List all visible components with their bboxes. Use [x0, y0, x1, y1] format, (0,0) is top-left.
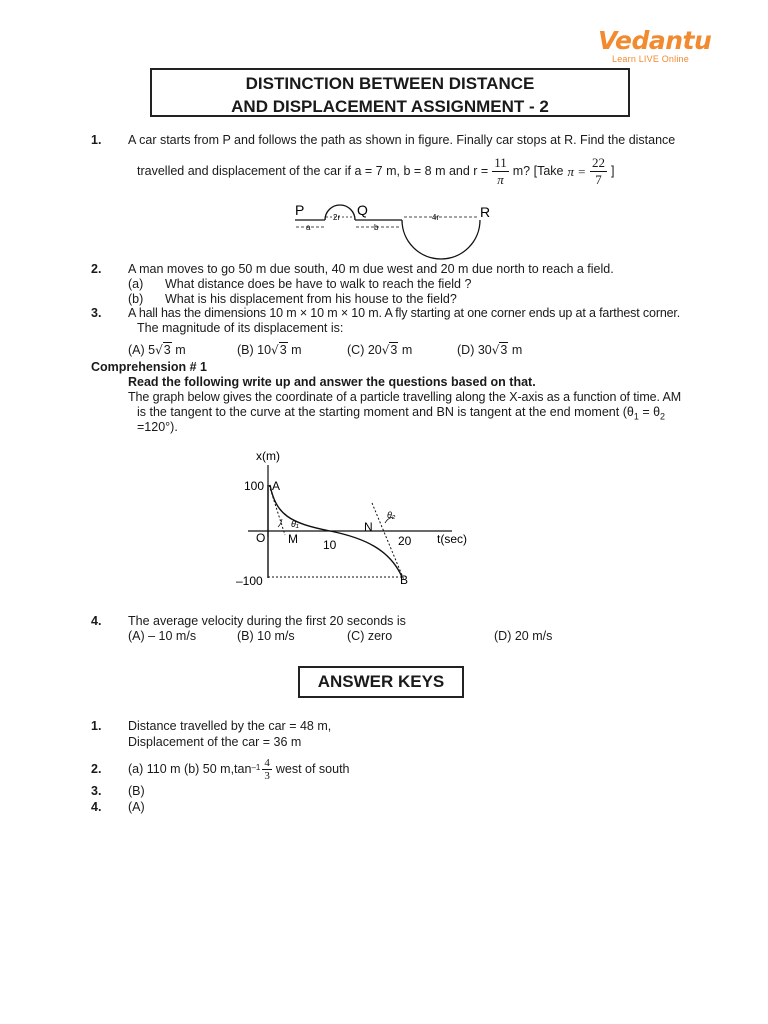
brand-logo: Vedantu [598, 26, 712, 55]
graph-tick-100: 100 [244, 479, 265, 493]
q1-line-2 [137, 153, 615, 189]
comp-line-2-mid: = θ [638, 405, 661, 419]
q1-line-2-mid: m? [Take [512, 163, 564, 178]
title-line-2: AND DISPLACEMENT ASSIGNMENT - 2 [231, 97, 549, 116]
answer-2-frac-den: 3 [264, 769, 270, 782]
graph-theta1: θ₁ [291, 519, 299, 529]
fig-label-a: a [306, 223, 311, 232]
q2-number: 2. [91, 262, 102, 276]
q3-option-d [457, 343, 522, 358]
answer-2-pre: (a) 110 m (b) 50 m,tan [128, 761, 252, 776]
q1-frac-pi-den: 7 [595, 171, 602, 187]
q4-option-c: (C) zero [347, 629, 393, 643]
comprehension-line-2 [137, 405, 665, 425]
brand-tagline: Learn LIVE Online [612, 54, 689, 64]
graph-theta2: θ₂ [387, 510, 396, 520]
q3-option-a-root: 3 [163, 343, 171, 357]
q3-option-c-label: (C) 20 [347, 343, 382, 357]
graph-origin: O [256, 531, 266, 545]
answer-3-number: 3. [91, 784, 102, 798]
q4-option-b: (B) 10 m/s [237, 629, 295, 643]
comprehension-instruction: Read the following write up and answer the questions based on that. [128, 375, 536, 389]
answer-2-post: west of south [275, 761, 350, 776]
q3-line-1: A hall has the dimensions 10 m × 10 m × 10 m. A fly starting at one corner ends up at a farthest corner. [128, 306, 681, 320]
sqrt-icon: √ [155, 343, 163, 357]
q3-option-b-unit: m [291, 343, 302, 357]
q3-option-a-unit: m [175, 343, 186, 357]
q4-text: The average velocity during the first 20 seconds is [128, 614, 406, 628]
graph-point-m: M [288, 532, 298, 546]
fig-label-q: Q [357, 202, 368, 218]
sqrt-icon: √ [271, 343, 279, 357]
comp-line-2-pre: is the tangent to the curve at the starting moment and BN is tangent at the end moment (θ [137, 405, 634, 419]
q1-frac-r-den: π [497, 171, 504, 187]
answer-4-number: 4. [91, 800, 102, 814]
graph-point-a: A [272, 479, 281, 493]
sqrt-icon: √ [491, 343, 500, 357]
q2-b-label: (b) [128, 292, 144, 306]
graph-y-axis-label: x(m) [256, 449, 280, 463]
q3-option-c-root: 3 [390, 343, 398, 357]
answer-1-line-2: Displacement of the car = 36 m [128, 735, 302, 749]
answer-2-number: 2. [91, 762, 102, 776]
graph-tick-neg100: –100 [236, 574, 263, 588]
q3-option-a-label: (A) 5 [128, 343, 156, 357]
comprehension-heading: Comprehension # 1 [91, 360, 207, 374]
answer-2 [128, 752, 350, 786]
q2-b-text: What is his displacement from his house to the field? [165, 292, 457, 306]
q3-option-c [347, 343, 412, 358]
fig-label-4r: 4r [432, 213, 440, 222]
q1-number: 1. [91, 133, 102, 147]
answer-keys-heading: ANSWER KEYS [298, 666, 464, 698]
fig-semicircle-large [402, 220, 480, 259]
q3-option-d-root: 3 [500, 343, 508, 357]
q4-option-d: (D) 20 m/s [494, 629, 553, 643]
graph-point-b: B [400, 573, 409, 587]
q3-line-2: The magnitude of its displacement is: [137, 321, 344, 335]
q3-option-d-unit: m [511, 343, 523, 357]
q4-number: 4. [91, 614, 102, 628]
q1-line-2-text: travelled and displacement of the car if a = 7 m, b = 8 m and r = [137, 163, 489, 178]
answer-2-fraction [262, 757, 272, 782]
answer-1-number: 1. [91, 719, 102, 733]
q2-a-text: What distance does be have to walk to reach the field ? [165, 277, 472, 291]
title-line-1: DISTINCTION BETWEEN DISTANCE [245, 74, 535, 93]
q4-option-a: (A) – 10 m/s [128, 629, 197, 643]
q1-line-2-end: ] [611, 163, 615, 178]
q3-option-a [128, 343, 186, 358]
fig-label-r: R [480, 204, 491, 220]
q3-option-b [237, 343, 302, 358]
graph-tick-10: 10 [323, 538, 337, 552]
answer-1-line-1: Distance travelled by the car = 48 m, [128, 719, 332, 733]
q1-fraction-pi [590, 155, 607, 188]
fig-label-2r: 2r [333, 213, 341, 222]
q1-fraction-r [492, 155, 509, 188]
comp-sub-1: 1 [633, 411, 639, 422]
graph-point-n: N [364, 520, 373, 534]
q1-frac-r-num: 11 [494, 154, 507, 170]
page-title [150, 68, 630, 117]
q3-option-b-label: (B) 10 [237, 343, 272, 357]
q3-option-b-root: 3 [279, 343, 287, 357]
answer-3: (B) [128, 784, 145, 798]
comprehension-line-1: The graph below gives the coordinate of a particle travelling along the X-axis as a function of time. AM [128, 390, 682, 404]
q3-number: 3. [91, 306, 102, 320]
q1-line-1: A car starts from P and follows the path as shown in figure. Finally car stops at R. Find the distance [128, 133, 676, 147]
q2-a-label: (a) [128, 277, 144, 291]
fig-label-p: P [295, 202, 305, 218]
comprehension-line-3: =120°). [137, 420, 178, 434]
comp-sub-2: 2 [660, 411, 666, 422]
graph-tick-20: 20 [398, 534, 412, 548]
q2-text: A man moves to go 50 m due south, 40 m due west and 20 m due north to reach a field. [128, 262, 614, 276]
answer-2-frac-num: 4 [264, 756, 270, 769]
fig-label-b: b [374, 223, 379, 232]
answer-2-sup: –1 [251, 763, 261, 772]
graph-x-axis-label: t(sec) [437, 532, 467, 546]
sqrt-icon: √ [381, 343, 390, 357]
position-time-graph [230, 445, 490, 595]
q3-option-c-unit: m [401, 343, 413, 357]
answer-4: (A) [128, 800, 145, 814]
q1-path-figure [290, 198, 510, 260]
q3-option-d-label: (D) 30 [457, 343, 492, 357]
q1-frac-pi-num: 22 [592, 154, 606, 170]
q1-pi: π = [567, 163, 587, 179]
